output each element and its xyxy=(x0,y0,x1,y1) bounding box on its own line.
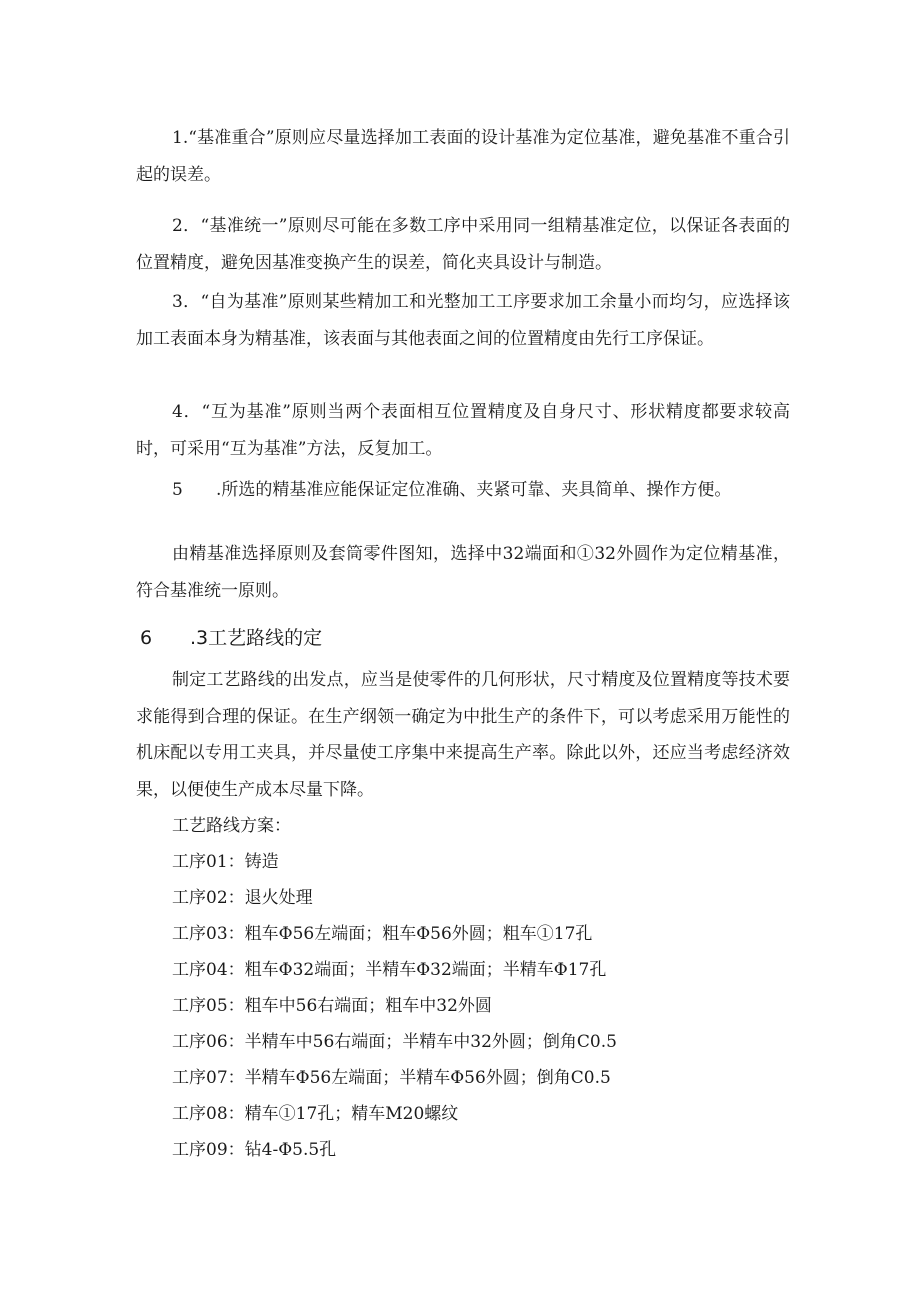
selection-paragraph: 由精基准选择原则及套筒零件图知，选择中32端面和①32外圆作为定位精基准，符合基准统一原则。 xyxy=(136,544,790,601)
process-item: 工序04：粗车Φ32端面；半精车Φ32端面；半精车Φ17孔 xyxy=(172,960,607,980)
process-item: 工序05：粗车中56右端面；粗车中32外圆 xyxy=(172,996,492,1016)
process-item: 工序02：退火处理 xyxy=(172,888,313,908)
process-item: 工序06：半精车中56右端面；半精车中32外圆；倒角C0.5 xyxy=(172,1032,617,1052)
process-item: 工序01：铸造 xyxy=(172,852,279,872)
route-intro-paragraph: 制定工艺路线的出发点，应当是使零件的几何形状，尺寸精度及位置精度等技术要求能得到合理的保证。在生产纲领一确定为中批生产的条件下，可以考虑采用万能性的机床配以专用工夹具，并尽量使工序集中来提高生产率。除此以外，还应当考虑经济效果，以便使生产成本尽量下降。 xyxy=(136,670,790,800)
route-label: 工艺路线方案： xyxy=(172,816,291,836)
section-title: .3工艺路线的定 xyxy=(190,627,323,649)
principle-5-text: .所选的精基准应能保证定位准确、夹紧可靠、夹具简单、操作方便。 xyxy=(216,480,732,500)
principle-2: 2．“基准统一”原则尽可能在多数工序中采用同一组精基准定位，以保证各表面的位置精度，避免因基准变换产生的误差，简化夹具设计与制造。 xyxy=(136,216,790,273)
section-heading xyxy=(140,620,322,656)
principle-1: 1.“基准重合”原则应尽量选择加工表面的设计基准为定位基准，避免基准不重合引起的误差。 xyxy=(136,128,790,185)
principle-3: 3．“自为基准”原则某些精加工和光整加工工序要求加工余量小而均匀，应选择该加工表面本身为精基准，该表面与其他表面之间的位置精度由先行工序保证。 xyxy=(136,292,790,349)
section-number: 6 xyxy=(140,627,153,649)
process-item: 工序09：钻4-Φ5.5孔 xyxy=(172,1140,337,1160)
process-item: 工序08：精车①17孔；精车M20螺纹 xyxy=(172,1104,459,1124)
process-item: 工序07：半精车Φ56左端面；半精车Φ56外圆；倒角C0.5 xyxy=(172,1068,611,1088)
principle-5 xyxy=(172,472,731,508)
process-item: 工序03：粗车Φ56左端面；粗车Φ56外圆；粗车①17孔 xyxy=(172,924,593,944)
principle-5-number: 5 xyxy=(172,480,183,500)
principle-4: 4．“互为基准”原则当两个表面相互位置精度及自身尺寸、形状精度都要求较高时，可采用“互为基准”方法，反复加工。 xyxy=(136,402,790,459)
